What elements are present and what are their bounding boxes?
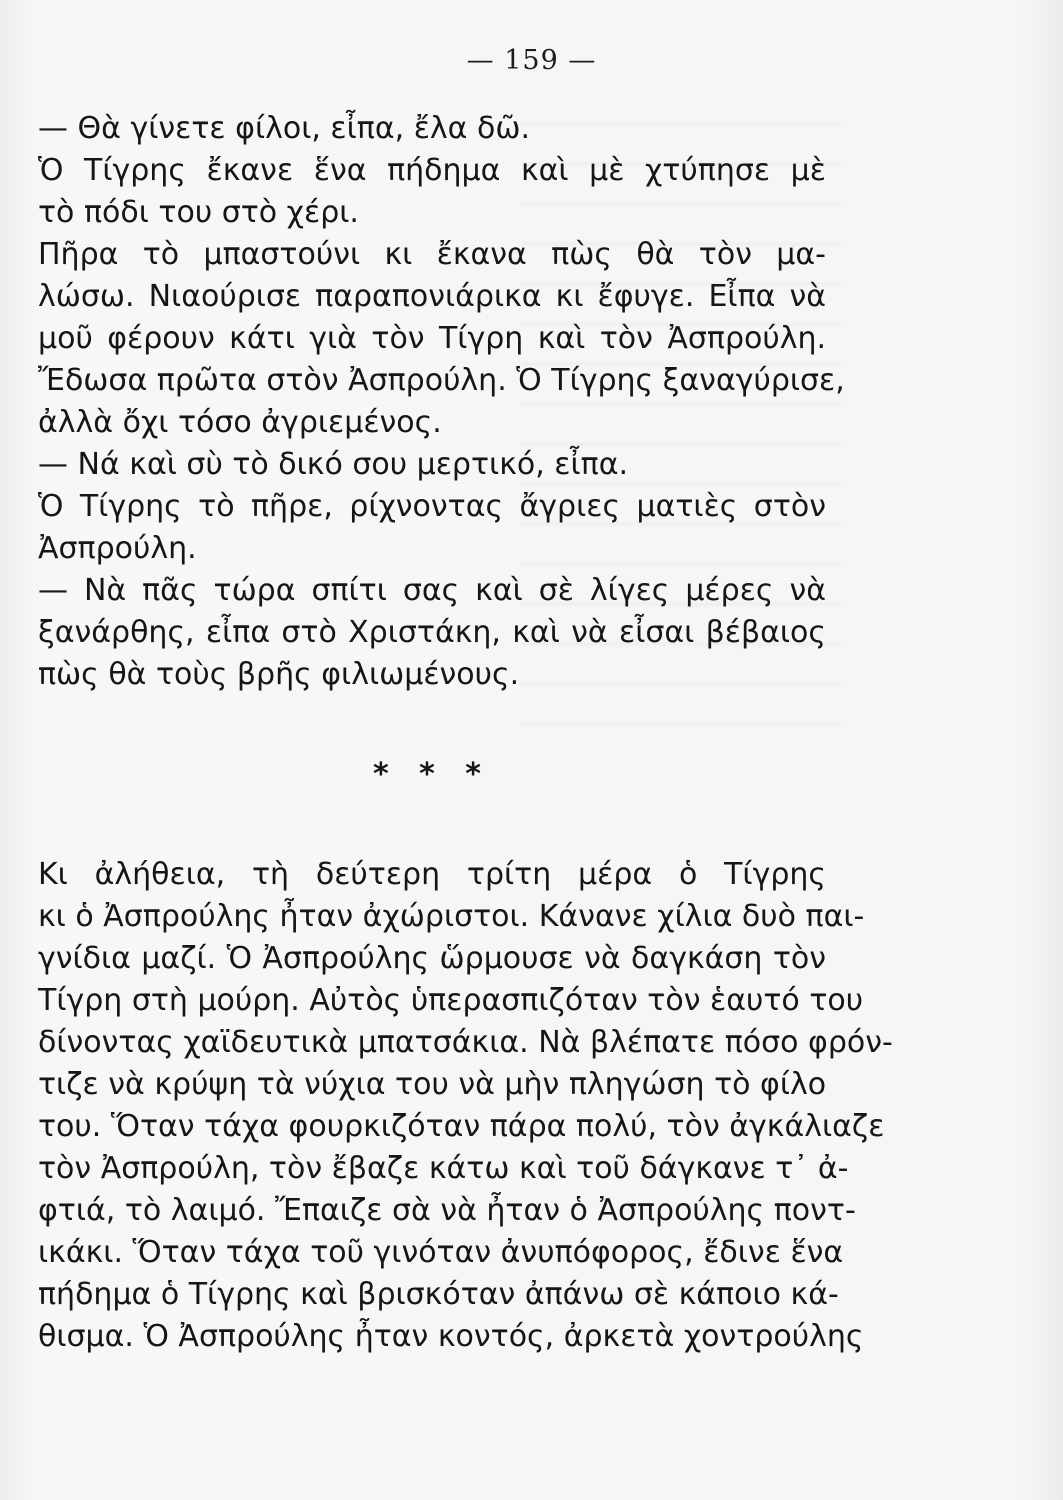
text-line: ξανάρθης, εἶπα στὸ Χριστάκη, καὶ νὰ εἶσαι βέβαιος <box>38 615 826 650</box>
text-line: Πῆρα τὸ μπαστούνι κι ἔκανα πὼς θὰ τὸν μα- <box>38 237 826 272</box>
text-line: θισμα. Ὁ Ἀσπρούλης ἦταν κοντός, ἀρκετὰ χοντρούλης <box>38 1319 864 1354</box>
paragraph-block-2 <box>38 854 893 1358</box>
body-text <box>38 108 893 1358</box>
text-line: ικάκι. Ὅταν τάχα τοῦ γινόταν ἀνυπόφορος, ἔδινε ἕνα <box>38 1235 844 1270</box>
text-line: του. Ὅταν τάχα φουρκιζόταν πάρα πολύ, τὸν ἀγκάλιαζε <box>38 1109 885 1144</box>
text-line: Ὁ Τίγρης τὸ πῆρε, ρίχνοντας ἄγριες ματιὲς στὸν <box>38 489 826 524</box>
text-line: τιζε νὰ κρύψη τὰ νύχια του νὰ μὴν πληγώση τὸ φίλο <box>38 1067 827 1102</box>
page-number: — 159 — <box>466 45 597 76</box>
text-line: μοῦ φέρουν κάτι γιὰ τὸν Τίγρη καὶ τὸν Ἀσπρούλη. <box>38 321 826 356</box>
text-line: γνίδια μαζί. Ὁ Ἀσπρούλης ὥρμουσε νὰ δαγκάση τὸν <box>38 941 826 976</box>
text-line: πήδημα ὁ Τίγρης καὶ βρισκόταν ἀπάνω σὲ κάποιο κά- <box>38 1277 839 1312</box>
text-line: Τίγρη στὴ μούρη. Αὐτὸς ὑπερασπιζόταν τὸν ἑαυτό του <box>38 983 864 1018</box>
text-line: δίνοντας χαϊδευτικὰ μπατσάκια. Νὰ βλέπατε πόσο φρόν- <box>38 1025 893 1060</box>
text-line: Ἀσπρούλη. <box>38 531 197 566</box>
section-separator: * * * <box>373 757 491 792</box>
text-line: λώσω. Νιαούρισε παραπονιάρικα κι ἔφυγε. Εἶπα νὰ <box>38 279 826 314</box>
text-line: πὼς θὰ τοὺς βρῆς φιλιωμένους. <box>38 657 520 692</box>
text-line: — Νά καὶ σὺ τὸ δικό σου μερτικό, εἶπα. <box>38 447 629 482</box>
paragraph-block-1 <box>38 108 845 696</box>
text-line: — Θὰ γίνετε φίλοι, εἶπα, ἔλα δῶ. <box>38 111 530 146</box>
text-line: Κι ἀλήθεια, τὴ δεύτερη τρίτη μέρα ὁ Τίγρης <box>38 857 826 892</box>
text-line: φτιά, τὸ λαιμό. Ἔπαιζε σὰ νὰ ἦταν ὁ Ἀσπρούλης ποντ- <box>38 1193 856 1228</box>
text-line: — Νὰ πᾶς τώρα σπίτι σας καὶ σὲ λίγες μέρες νὰ <box>38 573 826 608</box>
text-line: Ἔδωσα πρῶτα στὸν Ἀσπρούλη. Ὁ Τίγρης ξαναγύρισε, <box>38 363 845 398</box>
text-line: τὸν Ἀσπρούλη, τὸν ἔβαζε κάτω καὶ τοῦ δάγκανε τ᾿ ἀ- <box>38 1151 849 1186</box>
text-line: τὸ πόδι του στὸ χέρι. <box>38 195 359 230</box>
text-line: Ὁ Τίγρης ἔκανε ἕνα πήδημα καὶ μὲ χτύπησε μὲ <box>38 153 826 188</box>
text-line: ἀλλὰ ὄχι τόσο ἀγριεμένος. <box>38 405 442 440</box>
text-line: κι ὁ Ἀσπρούλης ἦταν ἀχώριστοι. Κάνανε χίλια δυὸ παι- <box>38 899 865 934</box>
